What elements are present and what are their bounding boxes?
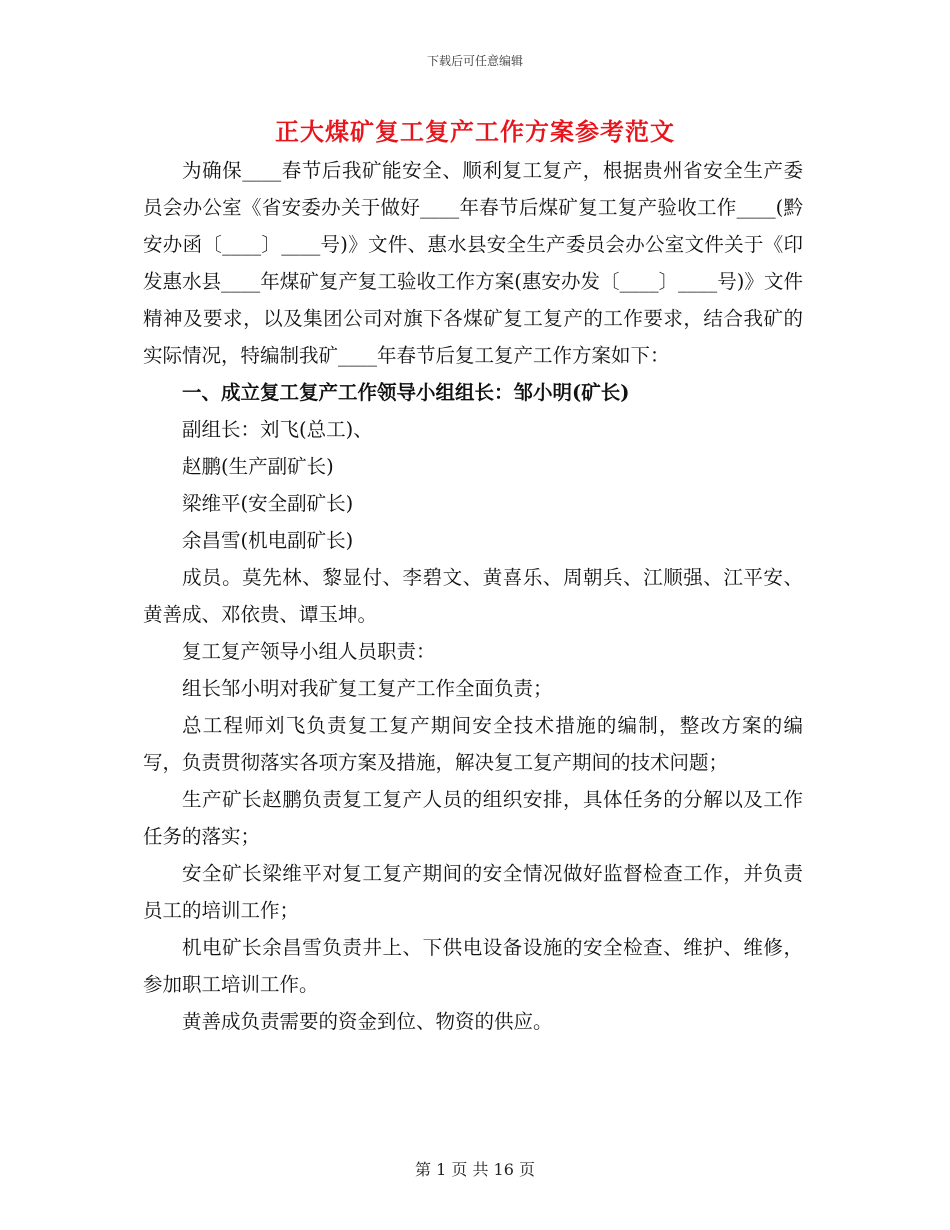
document-title: 正大煤矿复工复产工作方案参考范文 xyxy=(275,117,675,146)
paragraph-deputy-liang: 梁维平(安全副矿长) xyxy=(182,492,354,515)
page-number: 第 1 页 共 16 页 xyxy=(415,1160,535,1179)
section-heading-leadership-group: 一、成立复工复产工作领导小组组长：邹小明(矿长) xyxy=(182,381,630,404)
paragraph-duty-chief-engineer: 总工程师刘飞负责复工复产期间安全技术措施的编制，整改方案的编写，负责贯彻落实各项方案及措施，解决复工复产期间的技术问题； xyxy=(143,714,803,774)
header-note: 下载后可任意编辑 xyxy=(426,54,523,68)
paragraph-duty-electromechanical: 机电矿长余昌雪负责井上、下供电设备设施的安全检查、维护、维修，参加职工培训工作。 xyxy=(143,936,803,996)
paragraph-duty-production: 生产矿长赵鹏负责复工复产人员的组织安排，具体任务的分解以及工作任务的落实； xyxy=(143,788,803,848)
paragraph-duty-leader: 组长邹小明对我矿复工复产工作全面负责； xyxy=(182,677,553,700)
paragraph-deputy-leader: 副组长：刘飞(总工)、 xyxy=(182,418,373,441)
paragraph-duty-safety: 安全矿长梁维平对复工复产期间的安全情况做好监督检查工作，并负责员工的培训工作； xyxy=(143,862,803,922)
document-body xyxy=(143,152,803,1040)
paragraph-deputy-yu: 余昌雪(机电副矿长) xyxy=(182,529,354,552)
paragraph-deputy-zhao: 赵鹏(生产副矿长) xyxy=(182,455,334,478)
paragraph-duties-heading: 复工复产领导小组人员职责： xyxy=(182,640,436,663)
paragraph-members: 成员。莫先林、黎显付、李碧文、黄喜乐、周朝兵、江顺强、江平安、黄善成、邓依贵、谭玉坤。 xyxy=(143,566,803,626)
paragraph-duty-funding: 黄善成负责需要的资金到位、物资的供应。 xyxy=(182,1010,553,1033)
paragraph-intro: 为确保____春节后我矿能安全、顺利复工复产，根据贵州省安全生产委员会办公室《省安委办关于做好____年春节后煤矿复工复产验收工作____(黔安办函〔____〕____号)》文件、惠水县安全生产委员会办公室文件关于《印发惠水县____年煤矿复产复工验收工作方案(惠安办发〔____〕____号)》文件精神及要求，以及集团公司对旗下各煤矿复工复产的工作要求，结合我矿的实际情况，特编制我矿____年春节后复工复产工作方案如下： xyxy=(143,159,803,367)
